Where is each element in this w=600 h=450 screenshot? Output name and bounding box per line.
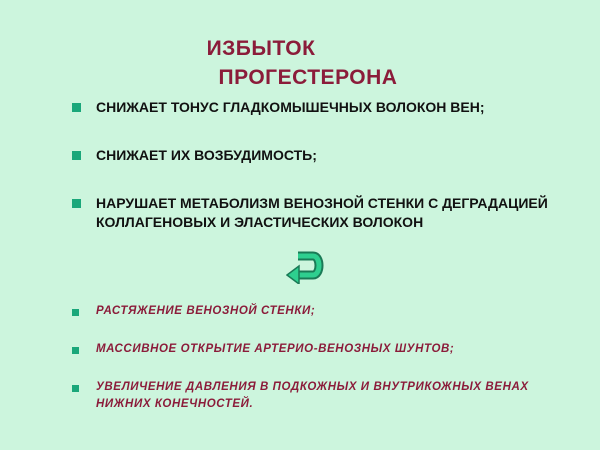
consequence-item: РАСТЯЖЕНИЕ ВЕНОЗНОЙ СТЕНКИ;: [96, 305, 316, 317]
square-bullet-icon: [72, 151, 81, 160]
title-line-1: ИЗБЫТОК: [206, 37, 316, 60]
square-bullet-icon: [72, 347, 79, 354]
square-bullet-icon: [72, 385, 79, 392]
consequence-item: УВЕЛИЧЕНИЕ ДАВЛЕНИЯ В ПОДКОЖНЫХ И ВНУТРИКОЖНЫХ ВЕНАХ НИЖНИХ КОНЕЧНОСТЕЙ.: [96, 381, 529, 410]
curved-arrow-icon: [286, 250, 326, 284]
square-bullet-icon: [72, 309, 79, 316]
square-bullet-icon: [72, 103, 81, 112]
effect-item: СНИЖАЕТ ИХ ВОЗБУДИМОСТЬ;: [96, 147, 317, 163]
title-line-2: ПРОГЕСТЕРОНА: [218, 66, 398, 89]
square-bullet-icon: [72, 199, 81, 208]
slide-title: [0, 34, 600, 92]
effect-item: СНИЖАЕТ ТОНУС ГЛАДКОМЫШЕЧНЫХ ВОЛОКОН ВЕН;: [96, 99, 485, 115]
consequence-item: МАССИВНОЕ ОТКРЫТИЕ АРТЕРИО-ВЕНОЗНЫХ ШУНТОВ;: [96, 343, 455, 355]
effect-item: НАРУШАЕТ МЕТАБОЛИЗМ ВЕНОЗНОЙ СТЕНКИ С ДЕГРАДАЦИЕЙ КОЛЛАГЕНОВЫХ И ЭЛАСТИЧЕСКИХ ВОЛОКОН: [96, 195, 548, 230]
